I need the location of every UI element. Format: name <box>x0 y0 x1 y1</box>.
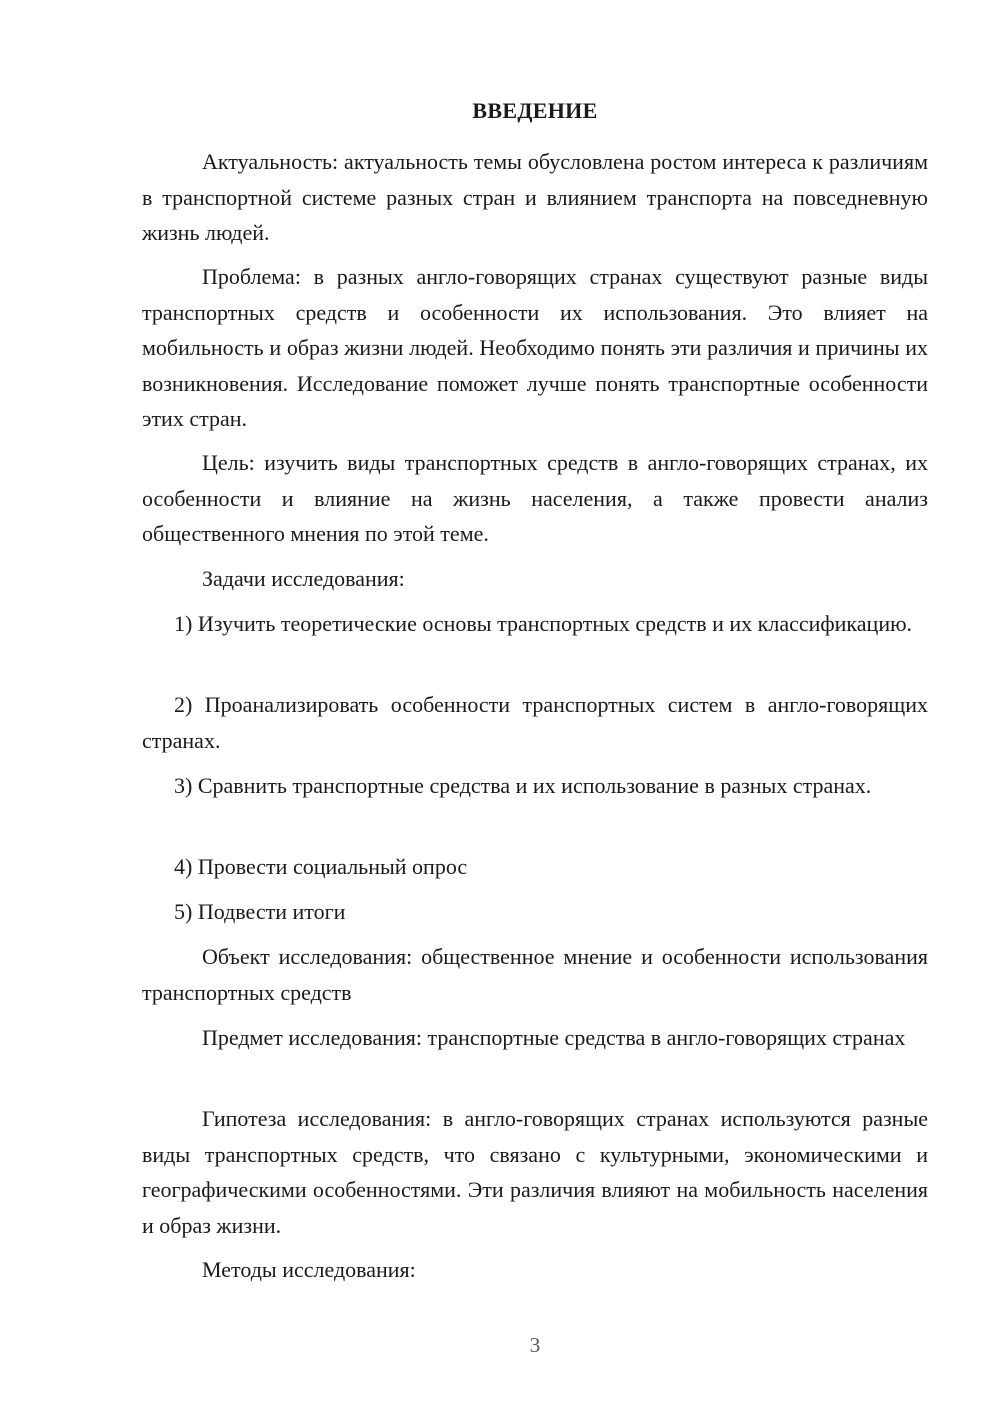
paragraph-goal: Цель: изучить виды транспортных средств в англо-говорящих странах, их особенности и влияние на жизнь населения, а также провести анализ общественного мнения по этой теме. <box>142 450 928 546</box>
paragraph-object: Объект исследования: общественное мнение и особенности использования транспортных средств <box>142 944 928 1005</box>
page-title: ВВЕДЕНИЕ <box>472 98 598 123</box>
task-item-1: 1) Изучить теоретические основы транспортных средств и их классификацию. <box>174 611 913 636</box>
page-number: 3 <box>529 1333 541 1357</box>
task-item-3: 3) Сравнить транспортные средства и их использование в разных странах. <box>174 773 872 798</box>
paragraph-subject: Предмет исследования: транспортные средства в англо-говорящих странах <box>202 1025 906 1050</box>
task-item-2: 2) Проанализировать особенности транспортных систем в англо-говорящих странах. <box>142 692 928 753</box>
task-item-5: 5) Подвести итоги <box>174 899 346 924</box>
paragraph-hypothesis: Гипотеза исследования: в англо-говорящих странах используются разные виды транспортных средств, что связано с культурными, экономическими и географическими особенностями. Эти различия влияют на мобильность населения и образ жизни. <box>142 1106 928 1238</box>
paragraph-relevance: Актуальность: актуальность темы обусловлена ростом интереса к различиям в транспортной системе разных стран и влиянием транспорта на повседневную жизнь людей. <box>142 149 928 245</box>
paragraph-tasks-heading: Задачи исследования: <box>202 566 405 591</box>
paragraph-problem: Проблема: в разных англо-говорящих странах существуют разные виды транспортных средств и особенности их использования. Это влияет на мобильность и образ жизни людей. Необходимо понять эти различия и причины их возникновения. Исследование поможет лучше понять транспортные особенности этих стран. <box>142 264 928 431</box>
task-item-4: 4) Провести социальный опрос <box>174 854 468 879</box>
paragraph-methods: Методы исследования: <box>202 1257 416 1282</box>
